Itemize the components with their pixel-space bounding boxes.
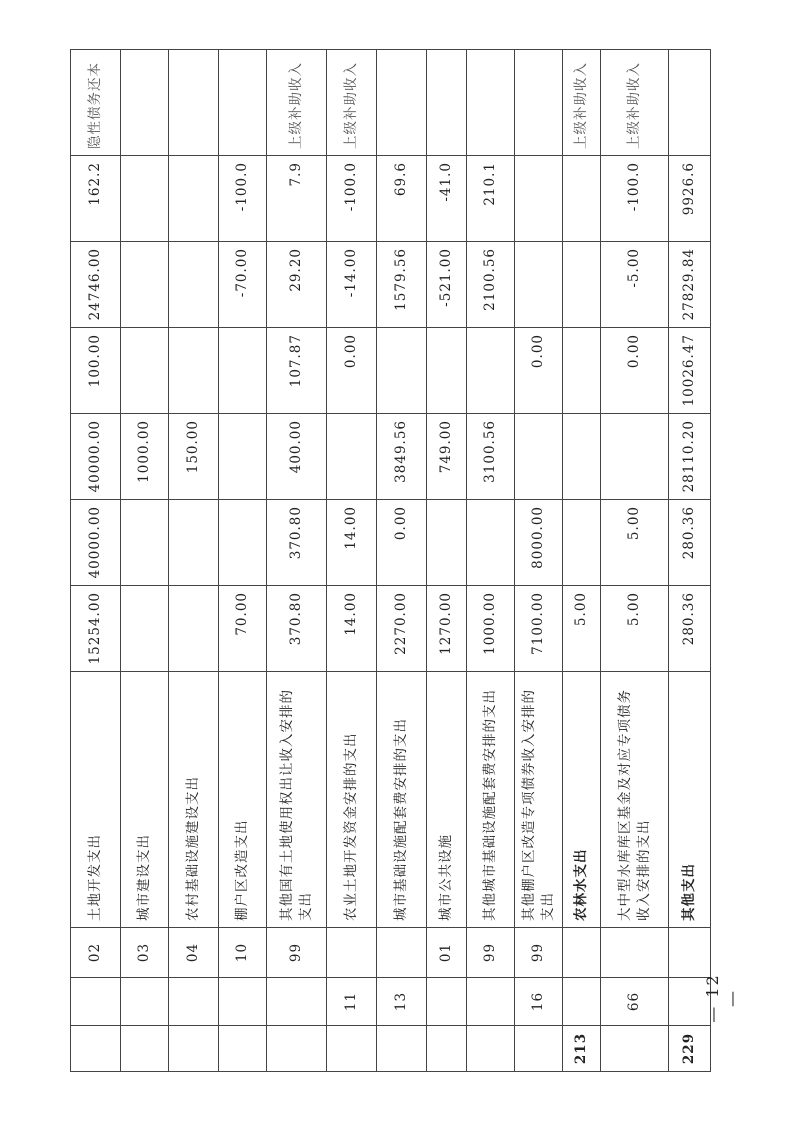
value-cell: 70.00 [219,586,267,672]
table-row [669,50,711,1072]
budget-table [70,49,711,1072]
item-code-cell: 01 [427,928,467,978]
value-cell: -100.0 [601,156,669,242]
value-cell: 14.00 [327,586,377,672]
table-row [327,50,377,1072]
value-cell: 162.2 [71,156,121,242]
value-cell: 8000.00 [515,500,563,586]
section-code-cell [467,978,515,1026]
section-code-cell [427,978,467,1026]
section-code-cell [267,978,327,1026]
value-cell: 2270.00 [377,586,427,672]
value-cell: 69.6 [377,156,427,242]
table-row [467,50,515,1072]
class-code-cell [169,1026,219,1072]
value-cell: 5.00 [601,586,669,672]
table-row [563,50,601,1072]
value-cell: 40000.00 [71,414,121,500]
value-cell: 0.00 [515,328,563,414]
table-row [71,50,121,1072]
item-code-cell: 10 [219,928,267,978]
class-code-cell [515,1026,563,1072]
value-cell: 15254.00 [71,586,121,672]
class-code-cell [267,1026,327,1072]
table-row [169,50,219,1072]
value-cell: 27829.84 [669,242,711,328]
table-row [427,50,467,1072]
value-cell: 370.80 [267,586,327,672]
section-code-cell: 16 [515,978,563,1026]
value-cell: 400.00 [267,414,327,500]
item-code-cell: 02 [71,928,121,978]
table-row [601,50,669,1072]
value-cell [467,328,515,414]
value-cell [169,242,219,328]
value-cell: -70.00 [219,242,267,328]
value-cell: -41.0 [427,156,467,242]
class-code-cell [601,1026,669,1072]
section-code-cell: 11 [327,978,377,1026]
value-cell: 280.36 [669,500,711,586]
value-cell: 749.00 [427,414,467,500]
item-name-cell: 其他支出 [669,672,711,928]
value-cell: -100.0 [327,156,377,242]
item-code-cell [327,928,377,978]
class-code-cell [219,1026,267,1072]
value-cell: 100.00 [71,328,121,414]
value-cell [515,414,563,500]
table-row [377,50,427,1072]
value-cell: 280.36 [669,586,711,672]
value-cell: 0.00 [377,500,427,586]
value-cell: 150.00 [169,414,219,500]
value-cell: 24746.00 [71,242,121,328]
value-cell [121,328,169,414]
value-cell: 1270.00 [427,586,467,672]
value-cell: 9926.6 [669,156,711,242]
item-code-cell: 99 [267,928,327,978]
item-code-cell: 99 [467,928,515,978]
item-code-cell: 03 [121,928,169,978]
item-name-cell: 城市建设支出 [121,672,169,928]
section-code-cell [563,978,601,1026]
value-cell [563,414,601,500]
section-code-cell: 66 [601,978,669,1026]
value-cell [169,586,219,672]
note-cell [219,50,267,156]
class-code-cell [467,1026,515,1072]
value-cell [427,500,467,586]
value-cell [467,500,515,586]
table-row [121,50,169,1072]
value-cell: 1000.00 [121,414,169,500]
value-cell: 28110.20 [669,414,711,500]
value-cell: -14.00 [327,242,377,328]
item-name-cell: 其他国有土地使用权出让收入安排的支出 [267,672,327,928]
value-cell: 1579.56 [377,242,427,328]
item-name-cell: 农村基础设施建设支出 [169,672,219,928]
note-cell: 隐性债务还本 [71,50,121,156]
item-name-cell: 土地开发支出 [71,672,121,928]
value-cell: -100.0 [219,156,267,242]
value-cell: 1000.00 [467,586,515,672]
class-code-cell: 213 [563,1026,601,1072]
value-cell: 29.20 [267,242,327,328]
note-cell [169,50,219,156]
note-cell [377,50,427,156]
value-cell: 210.1 [467,156,515,242]
table-row [219,50,267,1072]
item-name-cell: 其他城市基础设施配套费安排的支出 [467,672,515,928]
value-cell: 7.9 [267,156,327,242]
section-code-cell [71,978,121,1026]
item-name-cell: 城市基础设施配套费安排的支出 [377,672,427,928]
value-cell [327,414,377,500]
item-code-cell: 04 [169,928,219,978]
item-name-cell: 农林水支出 [563,672,601,928]
section-code-cell [121,978,169,1026]
value-cell: 107.87 [267,328,327,414]
value-cell: 5.00 [563,586,601,672]
value-cell: 5.00 [601,500,669,586]
value-cell [169,500,219,586]
budget-table-rotated [70,50,710,1072]
value-cell: 0.00 [601,328,669,414]
value-cell [169,328,219,414]
value-cell [427,328,467,414]
note-cell [427,50,467,156]
value-cell: -521.00 [427,242,467,328]
table-row [515,50,563,1072]
value-cell [219,414,267,500]
note-cell [515,50,563,156]
class-code-cell [327,1026,377,1072]
class-code-cell [427,1026,467,1072]
value-cell: 14.00 [327,500,377,586]
value-cell [169,156,219,242]
section-code-cell: 13 [377,978,427,1026]
note-cell [467,50,515,156]
value-cell [563,500,601,586]
note-cell [669,50,711,156]
item-code-cell [377,928,427,978]
value-cell [121,586,169,672]
value-cell [563,156,601,242]
class-code-cell: 229 [669,1026,711,1072]
item-code-cell [563,928,601,978]
value-cell [377,328,427,414]
table-row [267,50,327,1072]
item-name-cell: 其他棚户区改造专项债券收入安排的支出 [515,672,563,928]
value-cell: 370.80 [267,500,327,586]
value-cell: 0.00 [327,328,377,414]
note-cell: 上级补助收入 [563,50,601,156]
class-code-cell [71,1026,121,1072]
value-cell: 7100.00 [515,586,563,672]
note-cell: 上级补助收入 [267,50,327,156]
page-number: — 12 — [703,973,741,1023]
note-cell: 上级补助收入 [327,50,377,156]
value-cell [219,500,267,586]
item-code-cell: 99 [515,928,563,978]
value-cell: 3100.56 [467,414,515,500]
value-cell: -5.00 [601,242,669,328]
value-cell [121,500,169,586]
class-code-cell [377,1026,427,1072]
item-name-cell: 农业土地开发资金安排的支出 [327,672,377,928]
note-cell: 上级补助收入 [601,50,669,156]
value-cell [515,242,563,328]
item-name-cell: 棚户区改造支出 [219,672,267,928]
value-cell [563,242,601,328]
class-code-cell [121,1026,169,1072]
value-cell [121,242,169,328]
value-cell [219,328,267,414]
value-cell [563,328,601,414]
item-name-cell: 大中型水库库区基金及对应专项债务收入安排的支出 [601,672,669,928]
value-cell [121,156,169,242]
section-code-cell [219,978,267,1026]
value-cell: 40000.00 [71,500,121,586]
value-cell: 10026.47 [669,328,711,414]
note-cell [121,50,169,156]
value-cell: 3849.56 [377,414,427,500]
item-code-cell [601,928,669,978]
item-name-cell: 城市公共设施 [427,672,467,928]
value-cell [601,414,669,500]
value-cell: 2100.56 [467,242,515,328]
value-cell [515,156,563,242]
section-code-cell [169,978,219,1026]
